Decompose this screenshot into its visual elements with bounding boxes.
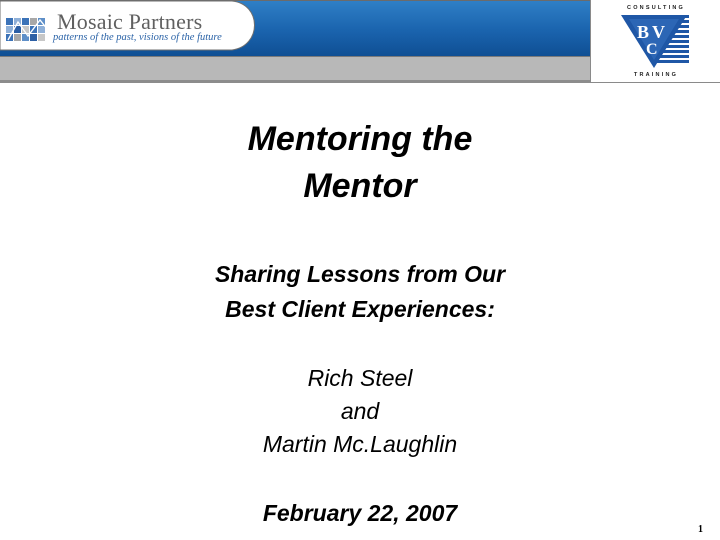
slide-title-line-2: Mentor: [303, 167, 417, 205]
mosaic-logo-name: Mosaic Partners: [57, 9, 203, 34]
slide-subtitle-line-1: Sharing Lessons from Our: [214, 261, 506, 287]
bvc-bottom-text: TRAINING: [633, 72, 679, 78]
bvc-triangle-icon: [591, 0, 720, 83]
slide-title-line-1: Mentoring the: [247, 120, 473, 158]
bvc-top-text: CONSULTING: [627, 5, 685, 11]
presenter-name-2: Martin Mc.Laughlin: [262, 431, 458, 457]
mosaic-logo-tagline: patterns of the past, visions of the future: [53, 32, 222, 43]
mosaic-partners-logo: [0, 0, 258, 52]
slide-subtitle-line-2: Best Client Experiences:: [225, 296, 495, 322]
header-underline-bar: [0, 56, 590, 83]
presenter-name-1: Rich Steel: [307, 365, 413, 391]
svg-text:V: V: [652, 22, 665, 42]
presenter-connector: and: [340, 398, 380, 424]
page-number: 1: [698, 524, 703, 535]
mosaic-grid-icon: [6, 16, 50, 42]
presentation-date: February 22, 2007: [262, 500, 458, 526]
header-underline-shadow: [0, 80, 590, 83]
svg-text:C: C: [646, 41, 658, 58]
svg-text:B: B: [637, 22, 650, 42]
bvc-logo: [590, 0, 720, 83]
